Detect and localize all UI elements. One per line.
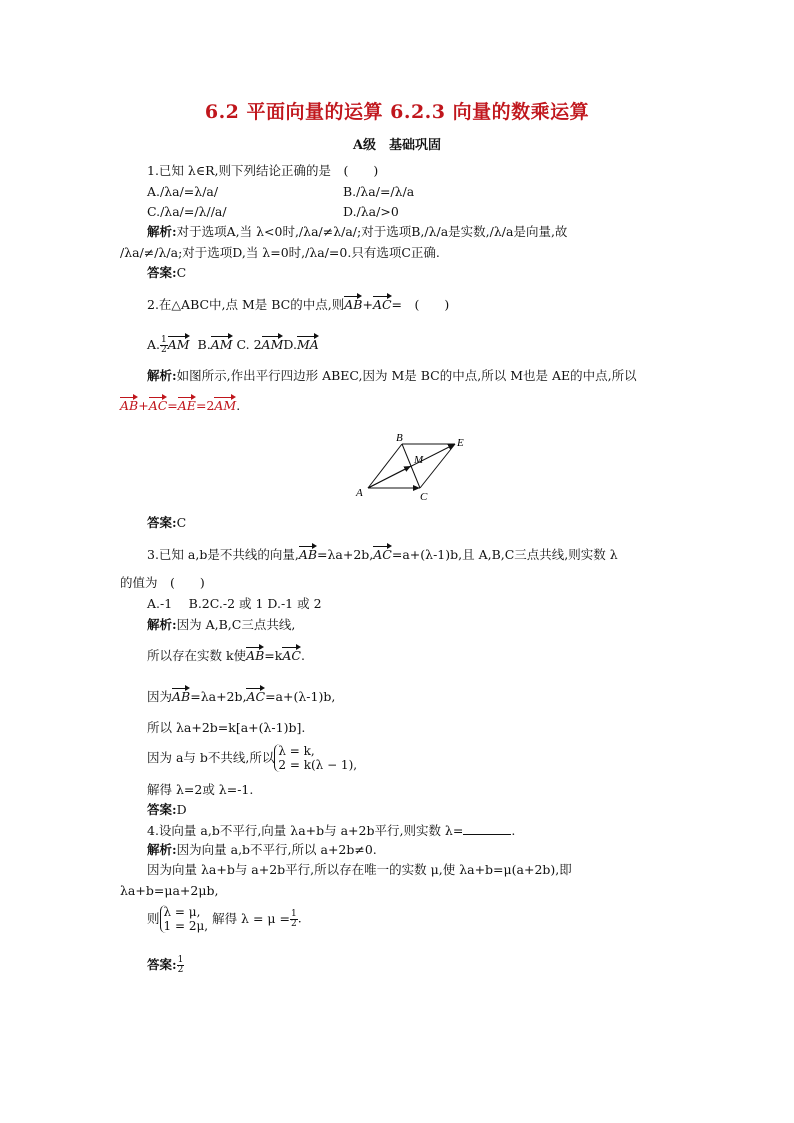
parallelogram-figure: [350, 430, 480, 505]
q1-answer: 答案:C: [147, 265, 187, 280]
q3-analysis-line3: 因为AB=λa+2b,AC=a+(λ-1)b,: [147, 689, 336, 704]
q3-analysis-line2: 所以存在实数 k使AB=kAC.: [147, 648, 305, 663]
answer-label: 答案: [147, 265, 173, 280]
q3-analysis-line1: 解析:因为 A,B,C三点共线,: [147, 617, 296, 632]
label-e: E: [457, 437, 464, 449]
q4-analysis-line1: 解析:因为向量 a,b不平行,所以 a+2b≠0.: [147, 842, 377, 857]
q3-analysis-line6: 解得 λ=2或 λ=-1.: [147, 782, 254, 797]
segment-ab: [368, 444, 402, 488]
q3-answer: 答案:D: [147, 802, 187, 817]
vector-ab: AB: [344, 297, 363, 312]
segment-ce: [420, 444, 455, 488]
q3-options: A.-1 B.2C.-2 或 1 D.-1 或 2: [147, 596, 322, 611]
q1-option-c: C./λa/=/λ//a/: [147, 204, 227, 219]
q2-options: A. $\frac{1}{2}$ AM B.AM C. 2AMD.MA: [147, 335, 319, 355]
label-m: M: [414, 454, 424, 466]
q4-analysis-line4: 则 λ = μ, 1 = 2μ, 解得 λ = μ = $\frac{1}{2}$ .: [147, 905, 302, 933]
q3-stem-line2: 的值为 ( ): [120, 575, 205, 590]
q4-analysis-line2: 因为向量 λa+b与 a+2b平行,所以存在唯一的实数 μ,使 λa+b=μ(a+2b),即: [147, 862, 572, 877]
answer-blank: [463, 822, 511, 835]
level-heading: A级 基础巩固: [352, 138, 442, 153]
label-a: A: [356, 487, 363, 499]
q1-analysis-line1: 解析:对于选项A,当 λ<0时,/λa/≠λ/a/;对于选项B,/λ/a是实数,/λ/a是向量,故: [147, 224, 568, 239]
q2-analysis-equation: AB+AC=AE=2AM.: [120, 398, 241, 413]
q4-answer: 答案: $\frac{1}{2}$: [147, 955, 184, 975]
analysis-label: 解析: [147, 224, 173, 239]
vector-ac: AC: [372, 297, 392, 312]
q3-analysis-line4: 所以 λa+2b=k[a+(λ-1)b].: [147, 720, 306, 735]
label-c: C: [420, 491, 428, 503]
q2-analysis-line1: 解析:如图所示,作出平行四边形 ABEC,因为 M是 BC的中点,所以 M也是 AE的中点,所以: [147, 368, 637, 383]
q4-stem: 4.设向量 a,b不平行,向量 λa+b与 a+2b平行,则实数 λ= .: [147, 823, 516, 838]
q1-stem: 1.已知 λ∈R,则下列结论正确的是 ( ): [147, 163, 379, 178]
page-title: 6.2 平面向量的运算 6.2.3 向量的数乘运算: [204, 101, 590, 123]
q1-analysis-line2: /λa/≠/λ/a;对于选项D,当 λ=0时,/λa/=0.只有选项C正确.: [120, 245, 440, 260]
fraction-half: $\frac{1}{2}$: [161, 335, 167, 355]
q4-analysis-line3: λa+b=μa+2μb,: [120, 883, 219, 898]
fraction-half: $\frac{1}{2}$: [290, 908, 297, 929]
equation-system: λ = μ, 1 = 2μ,: [160, 905, 209, 933]
label-b: B: [396, 432, 403, 444]
q1-answer-value: C: [176, 265, 187, 280]
answer-fraction: $\frac{1}{2}$: [177, 955, 184, 975]
q2-answer: 答案:C: [147, 515, 187, 530]
q1-option-b: B./λa/=/λ/a: [343, 184, 415, 199]
q3-stem-line1: 3.已知 a,b是不共线的向量,AB=λa+2b,AC=a+(λ-1)b,且 A,B,C三点共线,则实数 λ: [147, 547, 618, 562]
q1-option-a: A./λa/=λ/a/: [147, 184, 219, 199]
q1-analysis-text1: 对于选项A,当 λ<0时,/λa/≠λ/a/;对于选项B,/λ/a是实数,/λ/a是向量,故: [176, 224, 568, 239]
q2-stem: 2.在△ABC中,点 M是 BC的中点,则AB+AC= ( ): [147, 297, 450, 312]
q3-analysis-line5: 因为 a与 b不共线,所以 λ = k, 2 = k(λ − 1),: [147, 744, 358, 772]
segment-am: [368, 466, 411, 488]
q1-option-d: D./λa/>0: [343, 204, 399, 219]
equation-system: λ = k, 2 = k(λ − 1),: [274, 744, 357, 772]
